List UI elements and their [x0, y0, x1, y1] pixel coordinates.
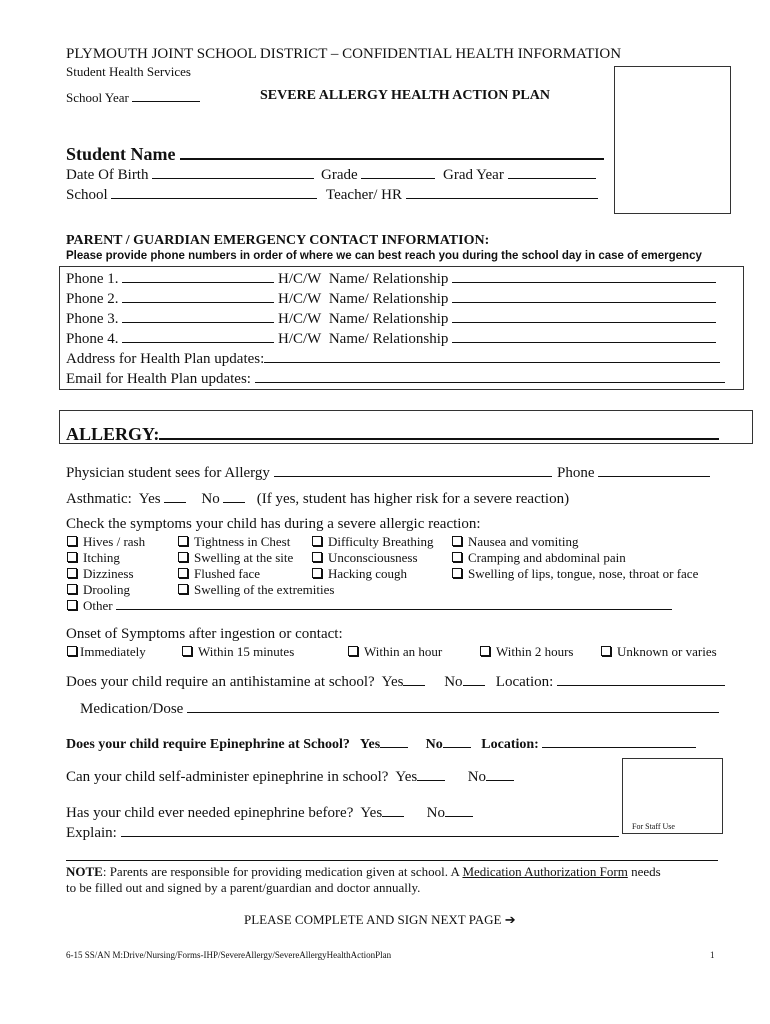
- symptom-label: Other: [83, 598, 113, 613]
- contact-heading: PARENT / GUARDIAN EMERGENCY CONTACT INFORMATION:: [66, 233, 490, 248]
- onset-label: Within an hour: [364, 644, 443, 659]
- symptom-checkbox[interactable]: [452, 550, 698, 566]
- checkbox-icon[interactable]: [67, 584, 77, 594]
- symptom-checkbox[interactable]: [178, 550, 334, 566]
- yes-label: Yes: [360, 805, 383, 821]
- school-field[interactable]: [66, 186, 317, 204]
- note-label: NOTE: [66, 864, 103, 879]
- photo-box: [614, 66, 731, 214]
- symptom-checkbox[interactable]: [67, 598, 672, 614]
- next-page-instruction: PLEASE COMPLETE AND SIGN NEXT PAGE ➔: [244, 912, 516, 927]
- symptoms-col-2: [178, 534, 334, 598]
- onset-option[interactable]: [348, 644, 442, 660]
- onset-option[interactable]: [182, 644, 294, 660]
- symptom-label: Flushed face: [194, 566, 261, 581]
- yes-label: Yes: [359, 737, 381, 752]
- no-label: No: [426, 805, 445, 821]
- onset-label: Within 2 hours: [496, 644, 574, 659]
- checkbox-icon[interactable]: [178, 568, 188, 578]
- symptom-label: Swelling of lips, tongue, nose, throat or face: [468, 566, 699, 581]
- address-label: Address for Health Plan updates:: [66, 351, 265, 367]
- checkbox-icon[interactable]: [67, 536, 77, 546]
- epi-before-row[interactable]: [66, 804, 473, 822]
- symptom-checkbox[interactable]: [178, 566, 334, 582]
- hcw-label: H/C/W: [278, 311, 322, 327]
- teacher-label: Teacher/ HR: [326, 187, 402, 203]
- onset-question: Onset of Symptoms after ingestion or contact:: [66, 626, 343, 642]
- yes-label: Yes: [395, 769, 418, 785]
- hcw-label: H/C/W: [278, 291, 322, 307]
- asthmatic-row[interactable]: [66, 490, 569, 508]
- epi-before-question: Has your child ever needed epinephrine before?: [66, 805, 354, 821]
- checkbox-icon[interactable]: [178, 536, 188, 546]
- checkbox-icon[interactable]: [601, 646, 611, 656]
- name-rel-label: Name/ Relationship: [328, 331, 449, 347]
- yes-label: Yes: [138, 491, 161, 507]
- antihistamine-question: Does your child require an antihistamine at school?: [66, 674, 375, 690]
- grad-year-label: Grad Year: [443, 167, 504, 183]
- document-code: 6-15 SS/AN M:Drive/Nursing/Forms-IHP/SevereAllergy/SevereAllergyHealthActionPlan: [66, 950, 392, 960]
- checkbox-icon[interactable]: [452, 536, 462, 546]
- symptom-checkbox[interactable]: [312, 550, 434, 566]
- hcw-label: H/C/W: [278, 331, 322, 347]
- phone-label: Phone 3.: [66, 311, 119, 327]
- symptom-label: Swelling at the site: [194, 550, 294, 565]
- onset-option[interactable]: [601, 644, 717, 660]
- onset-label: Unknown or varies: [617, 644, 717, 659]
- physician-label: Physician student sees for Allergy: [66, 465, 270, 481]
- asthma-note: (If yes, student has higher risk for a severe reaction): [256, 491, 570, 507]
- no-label: No: [467, 769, 487, 785]
- symptom-label: Difficulty Breathing: [328, 534, 434, 549]
- symptom-label: Cramping and abdominal pain: [468, 550, 626, 565]
- name-rel-label: Name/ Relationship: [328, 311, 449, 327]
- epinephrine-question: Does your child require Epinephrine at School?: [66, 737, 350, 752]
- onset-option[interactable]: [480, 644, 573, 660]
- checkbox-icon[interactable]: [312, 536, 322, 546]
- address-field[interactable]: [66, 350, 720, 368]
- onset-label: Immediately: [80, 644, 146, 659]
- yes-label: Yes: [381, 674, 404, 690]
- self-admin-question: Can your child self-administer epinephrine in school?: [66, 769, 389, 785]
- note-line-1: [66, 864, 661, 880]
- student-name-label: Student Name: [66, 144, 176, 164]
- phone-row[interactable]: [66, 330, 716, 348]
- checkbox-icon[interactable]: [312, 568, 322, 578]
- phone-label: Phone 4.: [66, 331, 119, 347]
- checkbox-icon[interactable]: [67, 646, 77, 656]
- allergy-field[interactable]: [66, 424, 719, 445]
- note-line-2: to be filled out and signed by a parent/guardian and doctor annually.: [66, 880, 421, 895]
- phone-row[interactable]: [66, 310, 716, 328]
- phone-row[interactable]: [66, 270, 716, 288]
- name-rel-label: Name/ Relationship: [328, 271, 449, 287]
- symptom-label: Dizziness: [83, 566, 134, 581]
- dob-label: Date Of Birth: [66, 167, 149, 183]
- symptom-checkbox[interactable]: [178, 582, 334, 598]
- medication-form-link[interactable]: Medication Authorization Form: [462, 864, 628, 879]
- district-title: PLYMOUTH JOINT SCHOOL DISTRICT – CONFIDENTIAL HEALTH INFORMATION: [66, 46, 622, 62]
- onset-label: Within 15 minutes: [198, 644, 295, 659]
- staff-use-label: For Staff Use: [632, 822, 675, 831]
- physician-phone-field[interactable]: [557, 464, 710, 482]
- name-rel-label: Name/ Relationship: [328, 291, 449, 307]
- checkbox-icon[interactable]: [452, 568, 462, 578]
- grade-label: Grade: [321, 167, 358, 183]
- no-label: No: [444, 674, 463, 690]
- symptom-label: Drooling: [83, 582, 130, 597]
- symptom-checkbox[interactable]: [452, 566, 698, 582]
- location-label: Location:: [481, 737, 539, 752]
- medication-label: Medication/Dose: [80, 701, 184, 717]
- page-number: 1: [710, 950, 715, 960]
- checkbox-icon[interactable]: [312, 552, 322, 562]
- symptom-checkbox[interactable]: [178, 534, 334, 550]
- location-label: Location:: [495, 674, 554, 690]
- phone-label: Phone 2.: [66, 291, 119, 307]
- symptom-label: Unconsciousness: [328, 550, 418, 565]
- checkbox-icon[interactable]: [67, 600, 77, 610]
- dob-field[interactable]: [66, 166, 314, 184]
- checkbox-icon[interactable]: [452, 552, 462, 562]
- asthmatic-label: Asthmatic:: [66, 491, 132, 507]
- symptom-label: Itching: [83, 550, 120, 565]
- student-name-field[interactable]: [66, 144, 604, 165]
- explain-label: Explain:: [66, 825, 117, 841]
- symptom-label: Swelling of the extremities: [194, 582, 335, 597]
- no-label: No: [201, 491, 220, 507]
- symptom-checkbox[interactable]: [312, 534, 434, 550]
- note-text-end: needs: [627, 864, 661, 879]
- explain-field[interactable]: [66, 824, 619, 842]
- divider: [66, 860, 718, 861]
- symptoms-col-4: [452, 534, 698, 582]
- symptom-label: Nausea and vomiting: [468, 534, 579, 549]
- checkbox-icon[interactable]: [67, 552, 77, 562]
- checkbox-icon[interactable]: [348, 646, 358, 656]
- symptom-checkbox[interactable]: [312, 566, 434, 582]
- email-label: Email for Health Plan updates:: [66, 371, 251, 387]
- checkbox-icon[interactable]: [178, 584, 188, 594]
- symptom-label: Hives / rash: [83, 534, 146, 549]
- form-title: SEVERE ALLERGY HEALTH ACTION PLAN: [260, 88, 550, 103]
- contact-subheading: Please provide phone numbers in order of where we can best reach you during the school day in case of emergency: [66, 250, 702, 262]
- school-year-field[interactable]: [66, 89, 200, 106]
- hcw-label: H/C/W: [278, 271, 322, 287]
- symptom-label: Tightness in Chest: [194, 534, 291, 549]
- department: Student Health Services: [66, 64, 191, 79]
- symptoms-col-3: [312, 534, 434, 582]
- self-admin-row[interactable]: [66, 768, 514, 786]
- symptoms-question: Check the symptoms your child has during a severe allergic reaction:: [66, 516, 481, 532]
- checkbox-icon[interactable]: [480, 646, 490, 656]
- note-text: : Parents are responsible for providing medication given at school. A: [102, 864, 463, 879]
- teacher-field[interactable]: [326, 186, 598, 204]
- symptom-label: Hacking cough: [328, 566, 408, 581]
- checkbox-icon[interactable]: [182, 646, 192, 656]
- phone-row[interactable]: [66, 290, 716, 308]
- email-field[interactable]: [66, 370, 725, 388]
- school-label: School: [66, 187, 108, 203]
- epinephrine-row[interactable]: [66, 735, 696, 753]
- grade-field[interactable]: [321, 166, 435, 184]
- onset-option[interactable]: [67, 644, 146, 660]
- medication-field[interactable]: [80, 700, 719, 718]
- allergy-label: ALLERGY:: [66, 424, 160, 444]
- phone-label: Phone 1.: [66, 271, 119, 287]
- physician-phone-label: Phone: [557, 465, 595, 481]
- checkbox-icon[interactable]: [178, 552, 188, 562]
- grad-year-field[interactable]: [443, 166, 596, 184]
- physician-field[interactable]: [66, 464, 552, 482]
- symptom-checkbox[interactable]: [67, 582, 672, 598]
- no-label: No: [425, 737, 443, 752]
- antihistamine-row[interactable]: [66, 673, 725, 691]
- checkbox-icon[interactable]: [67, 568, 77, 578]
- symptom-checkbox[interactable]: [452, 534, 698, 550]
- school-year-label: School Year: [66, 90, 129, 105]
